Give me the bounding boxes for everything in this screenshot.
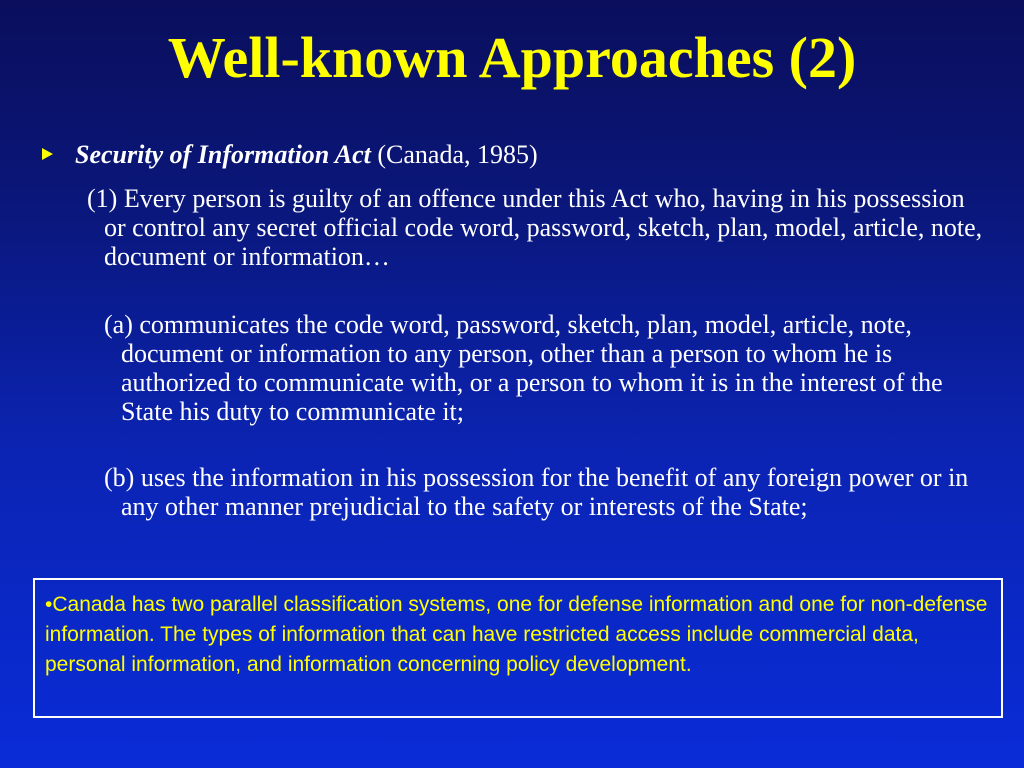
bullet-item — [42, 140, 538, 169]
paragraph-a: (a) communicates the code word, password, sketch, plan, model, article, note, document or information to any person, other than a person to whom he is authorized to communicate with, or a person to whom it is in the interest of the State his duty to communicate it; — [104, 310, 943, 426]
act-name: Security of Information Act — [75, 140, 371, 169]
note-text: •Canada has two parallel classification systems, one for defense information and one for non-defense information. The types of information that can have restricted access include commercial data, personal information, and information concerning policy development. — [45, 593, 988, 676]
slide-title: Well-known Approaches (2) — [167, 25, 857, 90]
note-box — [33, 578, 1003, 718]
triangle-arrow-icon — [42, 148, 53, 160]
paragraph-b: (b) uses the information in his possession for the benefit of any foreign power or in any other manner prejudicial to the safety or interests of the State; — [104, 463, 969, 521]
paragraph-1: (1) Every person is guilty of an offence under this Act who, having in his possession or control any secret official code word, password, sketch, plan, model, article, note, document or information… — [87, 184, 983, 271]
act-detail: (Canada, 1985) — [370, 140, 538, 169]
